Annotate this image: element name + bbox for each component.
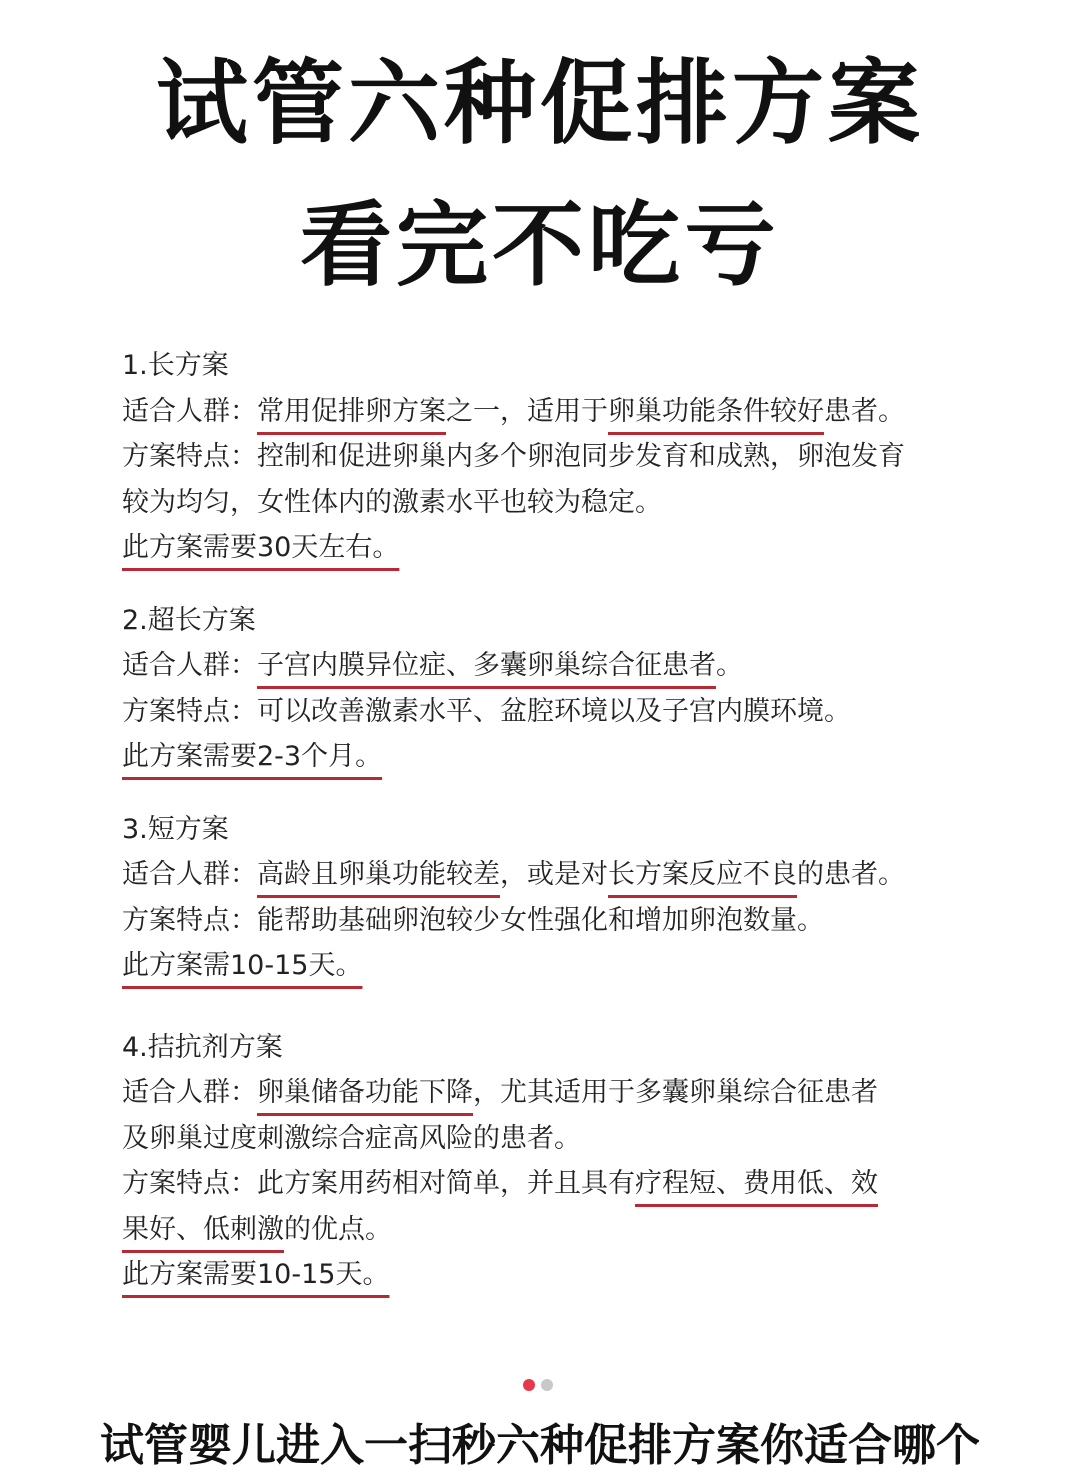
next-card-title-partial: 试管婴儿进入一扫秒六种促排方案你适合哪个 xyxy=(100,1420,980,1471)
highlighted-text: 此方案需要2-3个月。 xyxy=(122,741,383,772)
section-line xyxy=(122,1161,982,1207)
page-title-line-1: 试管六种促排方案 xyxy=(155,50,924,157)
highlighted-text: 此方案需10-15天。 xyxy=(122,950,363,981)
text-span: 适合人群： xyxy=(122,859,257,890)
protocol-section xyxy=(122,807,982,989)
section-heading: 1.长方案 xyxy=(122,350,229,381)
section-line xyxy=(122,1252,982,1298)
section-line xyxy=(122,643,982,689)
text-span: 的患者。 xyxy=(797,859,905,890)
section-heading: 4.拮抗剂方案 xyxy=(122,1031,283,1063)
text-span: 。 xyxy=(716,650,743,681)
highlighted-text: 此方案需要10-15天。 xyxy=(122,1259,390,1290)
text-span: 患者。 xyxy=(824,395,905,427)
page-title-line-2: 看完不吃亏 xyxy=(299,192,780,299)
text-span: ，或是对 xyxy=(500,859,608,890)
protocol-section xyxy=(122,598,982,780)
text-span: 适合人群： xyxy=(122,650,257,681)
page-dot-active[interactable] xyxy=(523,1379,535,1391)
text-span: 方案特点：可以改善激素水平、盆腔环境以及子宫内膜环境。 xyxy=(122,695,851,727)
section-line xyxy=(122,389,982,435)
page-dot[interactable] xyxy=(541,1379,553,1391)
section-heading: 3.短方案 xyxy=(122,813,229,845)
section-line xyxy=(122,943,982,989)
section-heading: 2.超长方案 xyxy=(122,604,256,636)
text-span: 方案特点：控制和促进卵巢内多个卵泡同步发育和成熟，卵泡发育 xyxy=(122,441,905,472)
highlighted-text: 高龄且卵巢功能较差 xyxy=(257,859,500,890)
highlighted-text: 卵巢功能条件较好 xyxy=(608,395,824,427)
section-line xyxy=(122,1070,982,1116)
text-span: 的优点。 xyxy=(284,1213,392,1245)
text-span: 适合人群： xyxy=(122,395,257,427)
carousel-pagination[interactable] xyxy=(523,1379,553,1391)
section-line xyxy=(122,734,982,780)
text-span: 之一，适用于 xyxy=(446,395,608,427)
text-span: ，尤其适用于多囊卵巢综合征患者 xyxy=(473,1077,878,1108)
section-line xyxy=(122,480,982,526)
highlighted-text: 疗程短、费用低、效 xyxy=(635,1168,878,1199)
highlighted-text: 果好、低刺激 xyxy=(122,1213,284,1245)
section-line xyxy=(122,1116,982,1162)
text-span: 较为均匀，女性体内的激素水平也较为稳定。 xyxy=(122,486,662,518)
highlighted-text: 长方案反应不良 xyxy=(608,859,797,890)
section-line xyxy=(122,525,982,571)
highlighted-text: 卵巢储备功能下降 xyxy=(257,1077,473,1108)
text-span: 方案特点：此方案用药相对简单，并且具有 xyxy=(122,1168,635,1199)
section-line xyxy=(122,1207,982,1253)
protocol-section xyxy=(122,343,982,571)
section-line xyxy=(122,898,982,944)
text-span: 适合人群： xyxy=(122,1077,257,1108)
text-span: 方案特点：能帮助基础卵泡较少女性强化和增加卵泡数量。 xyxy=(122,904,824,936)
section-line xyxy=(122,434,982,480)
highlighted-text: 常用促排卵方案 xyxy=(257,395,446,427)
highlighted-text: 此方案需要30天左右。 xyxy=(122,532,400,563)
protocol-section xyxy=(122,1025,982,1298)
article-body xyxy=(122,343,982,1325)
section-line xyxy=(122,852,982,898)
text-span: 及卵巢过度刺激综合症高风险的患者。 xyxy=(122,1122,581,1154)
section-line xyxy=(122,689,982,735)
highlighted-text: 子宫内膜异位症、多囊卵巢综合征患者 xyxy=(257,650,716,681)
